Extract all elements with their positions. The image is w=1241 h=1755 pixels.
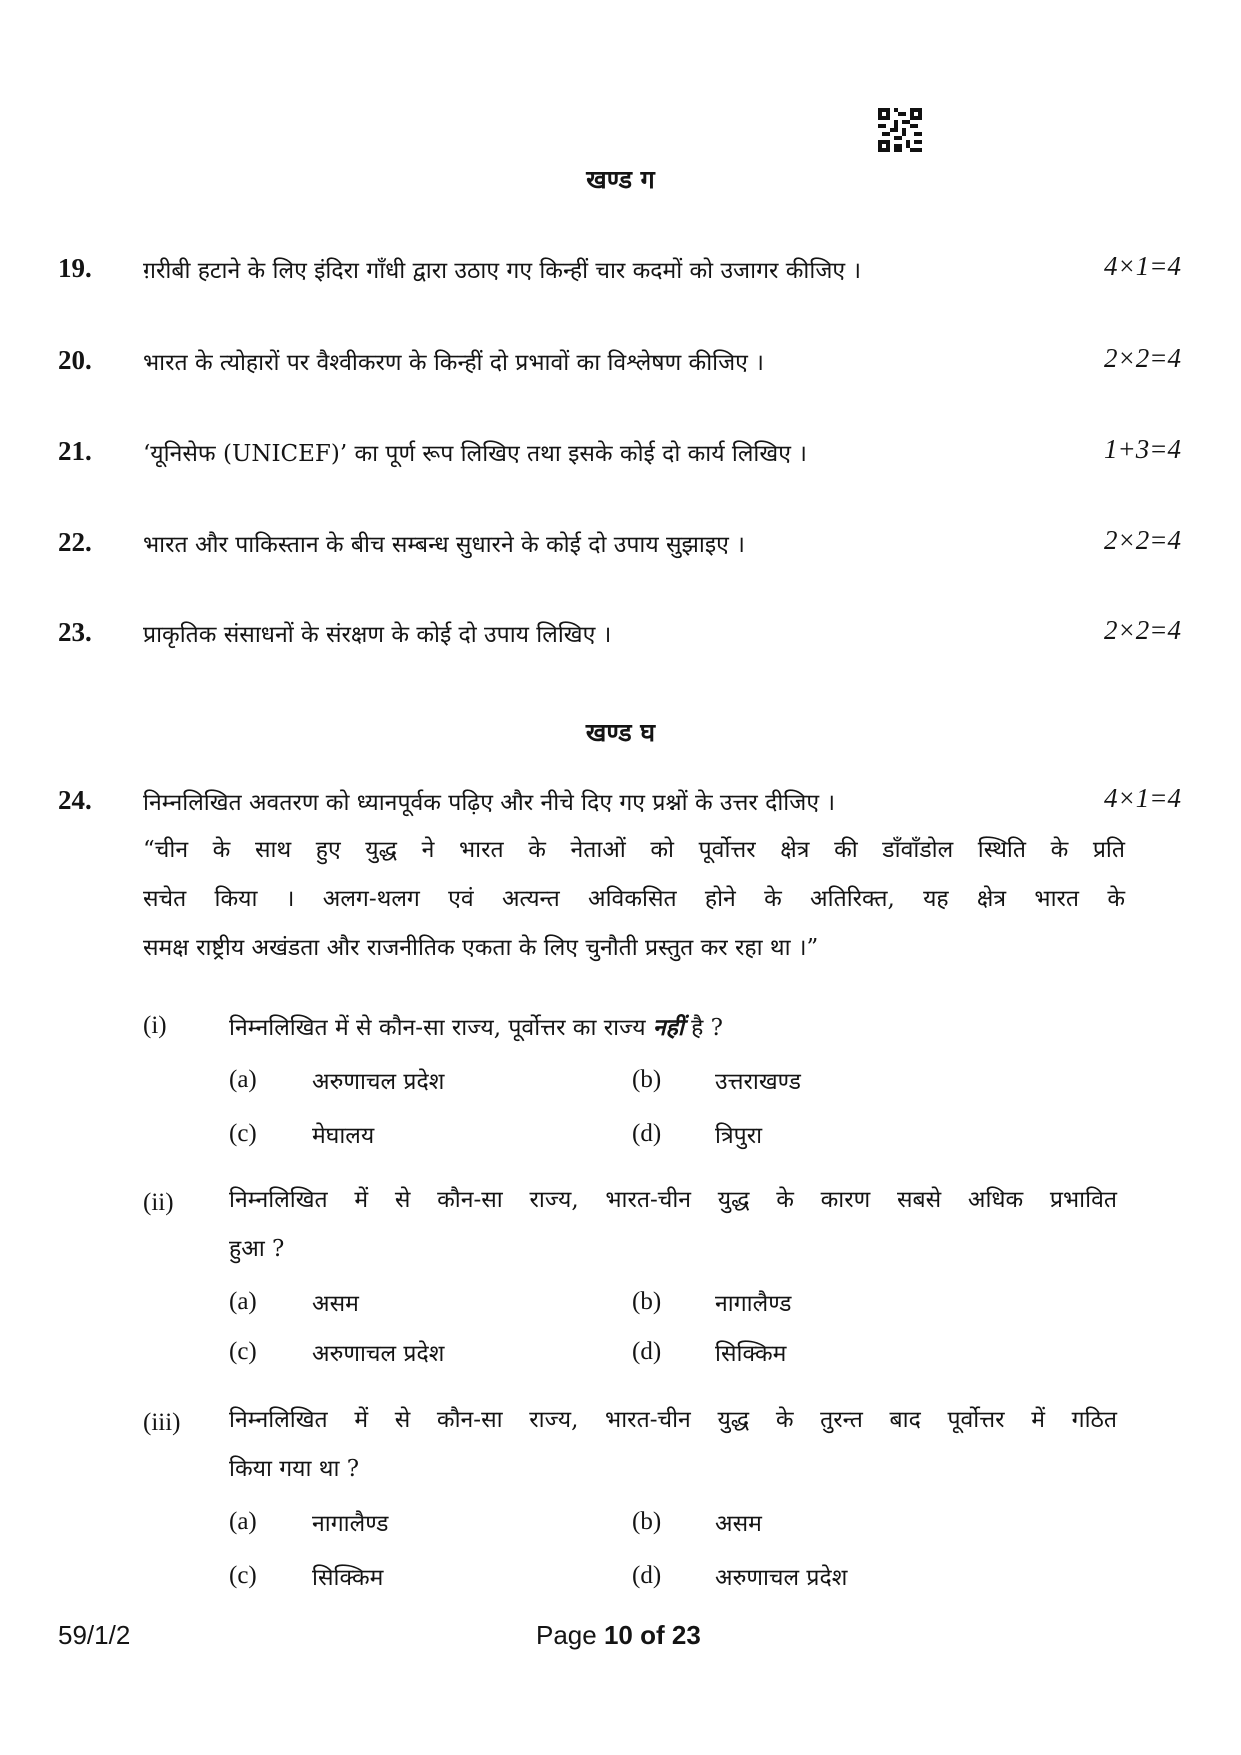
passage-line: “चीन के साथ हुए युद्ध ने भारत के नेताओं को पूर्वोत्तर क्षेत्र की डाँवाँडोल स्थिति के प्रति — [143, 837, 1125, 863]
page-total: 23 — [671, 1620, 701, 1650]
page-number — [536, 1620, 701, 1651]
option-label: (d) — [632, 1562, 662, 1589]
option-text: त्रिपुरा — [715, 1123, 763, 1149]
passage — [143, 826, 1125, 973]
emphasis-not: नहीं — [652, 1014, 684, 1041]
option-text: नागालैण्ड — [715, 1291, 792, 1317]
option-label: (c) — [229, 1120, 257, 1147]
option-label: (c) — [229, 1562, 257, 1589]
question-text: ‘यूनिसेफ (UNICEF)’ का पूर्ण रूप लिखिए तथा इसके कोई दो कार्य लिखिए । — [143, 441, 807, 467]
option-text: सिक्किम — [312, 1565, 384, 1591]
question-marks: 2×2=4 — [1104, 343, 1181, 373]
page-current: 10 — [603, 1620, 633, 1650]
question-number: 24. — [58, 785, 92, 815]
question-number: 23. — [58, 617, 92, 647]
option-text: अरुणाचल प्रदेश — [715, 1565, 848, 1591]
sub-question-text-after: है ? — [691, 1015, 723, 1041]
question-number: 21. — [58, 436, 92, 466]
option-label: (b) — [632, 1066, 662, 1093]
question-instruction: निम्नलिखित अवतरण को ध्यानपूर्वक पढ़िए और नीचे दिए गए प्रश्नों के उत्तर दीजिए । — [143, 790, 836, 816]
sub-question-line: निम्नलिखित में से कौन-सा राज्य, भारत-चीन युद्ध के तुरन्त बाद पूर्वोत्तर में गठित — [229, 1407, 1117, 1433]
sub-question-label: (i) — [143, 1012, 167, 1039]
option-label: (d) — [632, 1120, 662, 1147]
option-text: मेघालय — [312, 1123, 375, 1149]
question-number: 22. — [58, 527, 92, 557]
qr-code — [878, 108, 922, 152]
option-label: (a) — [229, 1066, 257, 1093]
section-c-heading: खण्ड ग — [586, 165, 655, 194]
option-label: (a) — [229, 1288, 257, 1315]
sub-question-line: हुआ ? — [229, 1236, 285, 1262]
passage-line: समक्ष राष्ट्रीय अखंडता और राजनीतिक एकता के लिए चुनौती प्रस्तुत कर रहा था ।” — [143, 935, 819, 961]
page-prefix: Page — [536, 1620, 604, 1650]
question-number: 19. — [58, 253, 92, 283]
sub-question-text-before: निम्नलिखित में से कौन-सा राज्य, पूर्वोत्तर का राज्य — [229, 1015, 646, 1041]
sub-question-line: किया गया था ? — [229, 1456, 360, 1482]
option-text: सिक्किम — [715, 1341, 787, 1367]
page-of: of — [632, 1620, 672, 1650]
question-marks: 1+3=4 — [1104, 434, 1181, 464]
question-marks: 4×1=4 — [1104, 783, 1181, 813]
option-label: (c) — [229, 1338, 257, 1365]
question-marks: 2×2=4 — [1104, 615, 1181, 645]
sub-question-text — [229, 1176, 1117, 1274]
passage-line: सचेत किया । अलग-थलग एवं अत्यन्त अविकसित होने के अतिरिक्त, यह क्षेत्र भारत के — [143, 886, 1125, 912]
question-marks: 4×1=4 — [1104, 251, 1181, 281]
question-number: 20. — [58, 345, 92, 375]
option-label: (b) — [632, 1288, 662, 1315]
question-text: भारत और पाकिस्तान के बीच सम्बन्ध सुधारने के कोई दो उपाय सुझाइए । — [143, 532, 745, 558]
option-text: अरुणाचल प्रदेश — [312, 1341, 445, 1367]
sub-question-text — [229, 1010, 723, 1042]
sub-question-text — [229, 1396, 1117, 1494]
option-text: उत्तराखण्ड — [715, 1069, 801, 1095]
option-label: (a) — [229, 1508, 257, 1535]
question-text: प्राकृतिक संसाधनों के संरक्षण के कोई दो उपाय लिखिए । — [143, 622, 612, 648]
sub-question-line: निम्नलिखित में से कौन-सा राज्य, भारत-चीन युद्ध के कारण सबसे अधिक प्रभावित — [229, 1187, 1117, 1213]
option-label: (d) — [632, 1338, 662, 1365]
paper-code: 59/1/2 — [58, 1620, 131, 1650]
section-d-heading: खण्ड घ — [585, 718, 656, 747]
sub-question-label: (iii) — [143, 1409, 181, 1436]
option-text: असम — [312, 1291, 359, 1317]
option-text: असम — [715, 1511, 762, 1537]
question-text: ग़रीबी हटाने के लिए इंदिरा गाँधी द्वारा उठाए गए किन्हीं चार कदमों को उजागर कीजिए । — [143, 258, 862, 284]
option-text: अरुणाचल प्रदेश — [312, 1069, 445, 1095]
question-marks: 2×2=4 — [1104, 525, 1181, 555]
option-text: नागालैण्ड — [312, 1511, 389, 1537]
option-label: (b) — [632, 1508, 662, 1535]
sub-question-label: (ii) — [143, 1189, 174, 1216]
question-text: भारत के त्योहारों पर वैश्वीकरण के किन्हीं दो प्रभावों का विश्लेषण कीजिए । — [143, 350, 764, 376]
